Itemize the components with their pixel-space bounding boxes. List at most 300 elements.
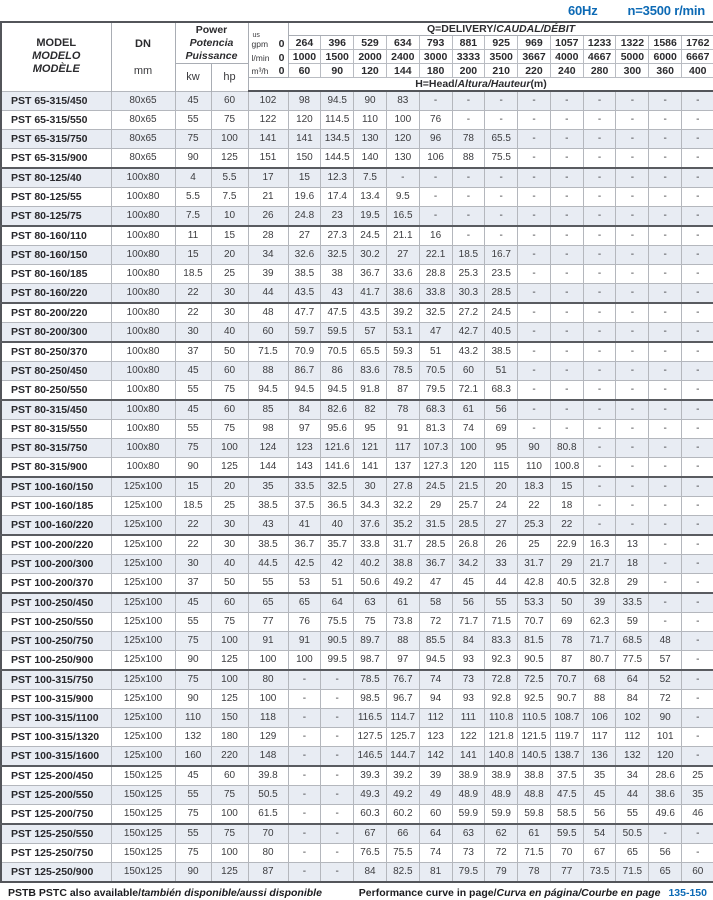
head-value-cell: 49.6 — [649, 805, 682, 825]
head-value-cell: 94.5 — [288, 381, 321, 401]
table-row — [1, 593, 713, 613]
kw-cell: 45 — [175, 91, 211, 111]
head-value-cell: 97 — [386, 651, 419, 671]
table-row — [1, 651, 713, 671]
head-value-cell: 7.5 — [354, 168, 387, 188]
flow-gpm-1: 396 — [321, 36, 354, 50]
head-value-cell: 76.7 — [386, 670, 419, 690]
footer-left-en: PSTB PSTC also available/ — [8, 887, 142, 899]
head-value-cell: 47 — [419, 574, 452, 594]
head-value-cell: - — [550, 323, 583, 343]
head-value-cell: 35 — [583, 766, 616, 786]
head-value-cell: - — [583, 400, 616, 420]
hp-cell: 100 — [211, 439, 248, 458]
head-value-cell: 57 — [354, 323, 387, 343]
kw-cell: 45 — [175, 593, 211, 613]
head-value-cell: - — [616, 362, 649, 381]
head-title — [248, 78, 713, 92]
kw-cell: 110 — [175, 709, 211, 728]
head-value-cell: 111 — [452, 709, 485, 728]
head-value-cell: 38.5 — [248, 497, 288, 516]
head-value-cell: - — [649, 323, 682, 343]
table-row — [1, 226, 713, 246]
table-row — [1, 284, 713, 304]
head-value-cell: - — [583, 497, 616, 516]
head-value-cell: 59.9 — [452, 805, 485, 825]
q-title-en: Q=DELIVERY/ — [426, 23, 497, 35]
head-value-cell: - — [288, 786, 321, 805]
head-value-cell: - — [682, 149, 713, 169]
kw-cell: 55 — [175, 420, 211, 439]
hp-cell: 40 — [211, 555, 248, 574]
head-value-cell: 72 — [419, 613, 452, 632]
table-row — [1, 690, 713, 709]
unit-lmin-cell — [248, 50, 288, 64]
head-value-cell: 54 — [583, 824, 616, 844]
model-cell: PST 80-250/370 — [1, 342, 111, 362]
head-value-cell: - — [682, 91, 713, 111]
kw-cell: 132 — [175, 728, 211, 747]
head-value-cell: - — [419, 168, 452, 188]
kw-cell: 30 — [175, 555, 211, 574]
head-value-cell: 62 — [485, 824, 518, 844]
model-label-fr: MODÈLE — [32, 63, 80, 76]
table-row — [1, 342, 713, 362]
head-value-cell: 106 — [419, 149, 452, 169]
table-row — [1, 863, 713, 883]
flow-lmin-4: 3000 — [419, 50, 452, 64]
head-value-cell: - — [616, 420, 649, 439]
head-value-cell: - — [321, 690, 354, 709]
head-value-cell: - — [583, 362, 616, 381]
head-value-cell: - — [616, 400, 649, 420]
q-delivery-title — [288, 22, 713, 36]
head-value-cell: 127.5 — [354, 728, 387, 747]
head-value-cell: 77.5 — [616, 651, 649, 671]
head-value-cell: - — [583, 516, 616, 536]
head-value-cell: 52 — [649, 670, 682, 690]
head-value-cell: - — [649, 420, 682, 439]
table-row — [1, 265, 713, 284]
dn-cell: 125x100 — [111, 613, 175, 632]
head-value-cell: 56 — [649, 844, 682, 863]
footer-availability-note — [8, 887, 322, 899]
head-value-cell: 82.5 — [386, 863, 419, 883]
head-value-cell: 72 — [649, 690, 682, 709]
hp-cell: 60 — [211, 593, 248, 613]
head-value-cell: 123 — [288, 439, 321, 458]
head-value-cell: 40 — [321, 516, 354, 536]
head-value-cell: 91 — [248, 632, 288, 651]
head-value-cell: - — [682, 400, 713, 420]
head-value-cell: 55 — [248, 574, 288, 594]
head-value-cell: 132 — [616, 747, 649, 767]
model-cell: PST 100-315/1600 — [1, 747, 111, 767]
hp-cell: 10 — [211, 207, 248, 227]
flow-m3h-1: 90 — [321, 64, 354, 78]
head-value-cell: 60 — [248, 323, 288, 343]
power-label-es: Potencia — [189, 36, 234, 49]
head-value-cell: 72.1 — [452, 381, 485, 401]
dn-cell: 80x65 — [111, 130, 175, 149]
head-value-cell: 38.9 — [452, 766, 485, 786]
table-row — [1, 420, 713, 439]
dn-cell: 125x100 — [111, 555, 175, 574]
kw-cell: 75 — [175, 670, 211, 690]
head-value-cell: - — [321, 786, 354, 805]
model-cell: PST 100-315/1320 — [1, 728, 111, 747]
head-value-cell: 25.3 — [518, 516, 551, 536]
dn-unit-label: mm — [133, 65, 153, 77]
head-value-cell: 55 — [485, 593, 518, 613]
head-value-cell: - — [649, 497, 682, 516]
head-value-cell: 120 — [649, 747, 682, 767]
model-cell: PST 80-315/450 — [1, 400, 111, 420]
head-value-cell: 42 — [321, 555, 354, 574]
head-value-cell: 38 — [321, 265, 354, 284]
flow-gpm-2: 529 — [354, 36, 387, 50]
hp-cell: 100 — [211, 632, 248, 651]
flow-lmin-11: 6000 — [649, 50, 682, 64]
head-value-cell: 75 — [354, 613, 387, 632]
head-value-cell: - — [649, 188, 682, 207]
head-value-cell: 28.5 — [485, 284, 518, 304]
m3h-label: m³/h — [251, 66, 269, 76]
head-value-cell: - — [419, 91, 452, 111]
dn-cell: 125x100 — [111, 632, 175, 651]
head-value-cell: - — [485, 168, 518, 188]
head-value-cell: 96.7 — [386, 690, 419, 709]
head-value-cell: 56 — [583, 805, 616, 825]
head-value-cell: 28 — [248, 226, 288, 246]
kw-cell: 90 — [175, 651, 211, 671]
head-value-cell: 45 — [452, 574, 485, 594]
hp-cell: 5.5 — [211, 168, 248, 188]
head-value-cell: 122 — [452, 728, 485, 747]
kw-cell: 30 — [175, 323, 211, 343]
head-value-cell: - — [682, 728, 713, 747]
head-value-cell: 71.7 — [452, 613, 485, 632]
dn-cell: 100x80 — [111, 439, 175, 458]
head-value-cell: 140.8 — [485, 747, 518, 767]
head-value-cell: - — [583, 207, 616, 227]
head-value-cell: - — [649, 555, 682, 574]
dn-cell: 125x100 — [111, 728, 175, 747]
head-value-cell: 29 — [419, 497, 452, 516]
head-value-cell: 25 — [682, 766, 713, 786]
head-value-cell: 91 — [288, 632, 321, 651]
page-footer — [0, 883, 713, 899]
kw-cell: 90 — [175, 863, 211, 883]
head-value-cell: 86.7 — [288, 362, 321, 381]
head-value-cell: 90 — [518, 439, 551, 458]
kw-cell: 18.5 — [175, 497, 211, 516]
head-value-cell: 30.3 — [452, 284, 485, 304]
head-value-cell: 121.8 — [485, 728, 518, 747]
flow-m3h-5: 200 — [452, 64, 485, 78]
head-value-cell: 53 — [288, 574, 321, 594]
footer-curve-note — [359, 887, 707, 899]
kw-cell: 90 — [175, 458, 211, 478]
hp-cell: 75 — [211, 786, 248, 805]
head-value-cell: 27 — [288, 226, 321, 246]
head-value-cell: 59.5 — [550, 824, 583, 844]
kw-cell: 90 — [175, 149, 211, 169]
head-value-cell: 88 — [452, 149, 485, 169]
head-value-cell: - — [583, 381, 616, 401]
head-value-cell: 28.5 — [452, 516, 485, 536]
flow-lmin-6: 3500 — [485, 50, 518, 64]
head-value-cell: 25.3 — [452, 265, 485, 284]
model-cell: PST 80-250/450 — [1, 362, 111, 381]
head-value-cell: 59.9 — [485, 805, 518, 825]
head-value-cell: 78.5 — [386, 362, 419, 381]
table-row — [1, 516, 713, 536]
flow-lmin-8: 4000 — [550, 50, 583, 64]
head-value-cell: 85.5 — [419, 632, 452, 651]
table-row — [1, 497, 713, 516]
head-value-cell: 93 — [452, 651, 485, 671]
head-value-cell: 56 — [485, 400, 518, 420]
head-value-cell: - — [616, 130, 649, 149]
model-cell: PST 80-250/550 — [1, 381, 111, 401]
head-value-cell: - — [386, 168, 419, 188]
head-value-cell: - — [288, 766, 321, 786]
head-value-cell: 66 — [386, 824, 419, 844]
table-row — [1, 632, 713, 651]
head-value-cell: 74 — [419, 670, 452, 690]
head-value-cell: 59.3 — [386, 342, 419, 362]
head-value-cell: - — [682, 420, 713, 439]
head-value-cell: 35 — [682, 786, 713, 805]
dn-cell: 80x65 — [111, 149, 175, 169]
head-value-cell: - — [616, 265, 649, 284]
head-value-cell: - — [616, 149, 649, 169]
head-value-cell: 13 — [616, 535, 649, 555]
head-value-cell: - — [518, 188, 551, 207]
table-row — [1, 381, 713, 401]
model-cell: PST 80-125/75 — [1, 207, 111, 227]
head-value-cell: 18.5 — [452, 246, 485, 265]
kw-cell: 22 — [175, 535, 211, 555]
head-value-cell: 63 — [452, 824, 485, 844]
head-value-cell: 27 — [485, 516, 518, 536]
head-value-cell: - — [682, 497, 713, 516]
head-value-cell: 116.5 — [354, 709, 387, 728]
head-value-cell: - — [616, 207, 649, 227]
head-value-cell: 47.5 — [321, 303, 354, 323]
head-value-cell: 43.5 — [288, 284, 321, 304]
table-row — [1, 303, 713, 323]
head-value-cell: 39.2 — [386, 766, 419, 786]
head-value-cell: 86 — [321, 362, 354, 381]
flow-m3h-6: 210 — [485, 64, 518, 78]
hp-cell: 60 — [211, 766, 248, 786]
head-value-cell: 60 — [452, 362, 485, 381]
flow-m3h-3: 144 — [386, 64, 419, 78]
head-value-cell: 43.2 — [452, 342, 485, 362]
kw-cell: 22 — [175, 516, 211, 536]
head-value-cell: 16.7 — [485, 246, 518, 265]
lmin-zero: 0 — [278, 51, 285, 64]
head-value-cell: 140.5 — [518, 747, 551, 767]
head-value-cell: - — [682, 670, 713, 690]
model-cell: PST 125-200/450 — [1, 766, 111, 786]
head-value-cell: 83.6 — [354, 362, 387, 381]
table-row — [1, 439, 713, 458]
head-value-cell: 70.5 — [419, 362, 452, 381]
model-cell: PST 80-160/110 — [1, 226, 111, 246]
head-value-cell: - — [583, 477, 616, 497]
head-value-cell: 44 — [248, 284, 288, 304]
head-value-cell: - — [321, 844, 354, 863]
head-value-cell: 44 — [616, 786, 649, 805]
head-value-cell: 48.8 — [518, 786, 551, 805]
model-cell: PST 100-315/900 — [1, 690, 111, 709]
head-value-cell: 43 — [248, 516, 288, 536]
dn-cell: 150x125 — [111, 824, 175, 844]
head-value-cell: 49 — [419, 786, 452, 805]
head-value-cell: 107.3 — [419, 439, 452, 458]
head-value-cell: 72.5 — [518, 670, 551, 690]
head-value-cell: - — [616, 111, 649, 130]
flow-gpm-0: 264 — [288, 36, 321, 50]
head-value-cell: 21 — [248, 188, 288, 207]
head-value-cell: 68.3 — [419, 400, 452, 420]
head-value-cell: 57 — [649, 651, 682, 671]
head-value-cell: 120 — [288, 111, 321, 130]
head-value-cell: - — [649, 207, 682, 227]
head-value-cell: - — [682, 632, 713, 651]
head-value-cell: 144 — [248, 458, 288, 478]
head-value-cell: - — [583, 342, 616, 362]
footer-left-es-fr: también disponible/aussi disponible — [141, 887, 322, 899]
head-value-cell: - — [682, 613, 713, 632]
head-value-cell: - — [583, 265, 616, 284]
head-value-cell: - — [616, 188, 649, 207]
head-value-cell: 27 — [386, 246, 419, 265]
flow-m3h-0: 60 — [288, 64, 321, 78]
head-value-cell: 106 — [583, 709, 616, 728]
head-value-cell: - — [616, 246, 649, 265]
head-value-cell: 90.7 — [550, 690, 583, 709]
head-value-cell: 80 — [248, 670, 288, 690]
head-value-cell: 73 — [452, 670, 485, 690]
table-row — [1, 130, 713, 149]
head-value-cell: 112 — [419, 709, 452, 728]
head-value-cell: 42.8 — [518, 574, 551, 594]
head-value-cell: 100 — [288, 651, 321, 671]
head-value-cell: - — [518, 246, 551, 265]
flow-gpm-11: 1586 — [649, 36, 682, 50]
table-row — [1, 91, 713, 111]
model-cell: PST 100-160/220 — [1, 516, 111, 536]
model-cell: PST 125-250/900 — [1, 863, 111, 883]
head-value-cell: - — [682, 207, 713, 227]
head-value-cell: - — [682, 690, 713, 709]
table-row — [1, 149, 713, 169]
flow-lmin-12: 6667 — [682, 50, 713, 64]
head-value-cell: 90 — [649, 709, 682, 728]
model-cell: PST 80-125/55 — [1, 188, 111, 207]
head-value-cell: - — [452, 207, 485, 227]
head-value-cell: - — [583, 91, 616, 111]
dn-cell: 125x100 — [111, 651, 175, 671]
flow-m3h-10: 300 — [616, 64, 649, 78]
head-value-cell: 38.6 — [649, 786, 682, 805]
head-value-cell: 49.3 — [354, 786, 387, 805]
head-value-cell: - — [649, 362, 682, 381]
head-value-cell: 78.5 — [354, 670, 387, 690]
head-value-cell: 84 — [354, 863, 387, 883]
table-row — [1, 188, 713, 207]
model-cell: PST 80-160/220 — [1, 284, 111, 304]
head-value-cell: 110.8 — [485, 709, 518, 728]
head-value-cell: 60 — [682, 863, 713, 883]
kw-cell: 37 — [175, 342, 211, 362]
head-value-cell: 95 — [354, 420, 387, 439]
head-value-cell: - — [485, 226, 518, 246]
head-value-cell: 32.5 — [321, 477, 354, 497]
head-value-cell: - — [321, 805, 354, 825]
hp-cell: 125 — [211, 651, 248, 671]
kw-column-header: kw — [175, 64, 211, 92]
flow-m3h-8: 240 — [550, 64, 583, 78]
lmin-label: l/min — [251, 52, 270, 63]
head-value-cell: 100.8 — [550, 458, 583, 478]
head-value-cell: 64 — [616, 670, 649, 690]
head-value-cell: 22.9 — [550, 535, 583, 555]
flow-m3h-7: 220 — [518, 64, 551, 78]
head-value-cell: 29 — [550, 555, 583, 574]
head-value-cell: 119.7 — [550, 728, 583, 747]
h-title-en: H=Head/ — [415, 78, 458, 90]
head-value-cell: 98.7 — [354, 651, 387, 671]
dn-cell: 100x80 — [111, 284, 175, 304]
dn-cell: 150x125 — [111, 844, 175, 863]
model-cell: PST 100-250/900 — [1, 651, 111, 671]
head-value-cell: 43.5 — [354, 303, 387, 323]
head-value-cell: - — [682, 844, 713, 863]
table-row — [1, 766, 713, 786]
head-value-cell: 65 — [288, 593, 321, 613]
head-value-cell: 90.5 — [321, 632, 354, 651]
table-row — [1, 207, 713, 227]
head-value-cell: 68.5 — [616, 632, 649, 651]
hp-cell: 75 — [211, 381, 248, 401]
head-value-cell: - — [485, 188, 518, 207]
head-value-cell: 25.7 — [452, 497, 485, 516]
m3h-zero: 0 — [278, 65, 285, 77]
head-value-cell: 112 — [616, 728, 649, 747]
model-label-en: MODEL — [36, 37, 77, 50]
head-value-cell: - — [583, 246, 616, 265]
footer-right-es-fr: Curva en página/Courbe en page — [496, 887, 661, 899]
table-row — [1, 709, 713, 728]
head-value-cell: 118 — [248, 709, 288, 728]
head-value-cell: - — [649, 342, 682, 362]
head-value-cell: 110 — [354, 111, 387, 130]
head-value-cell: - — [583, 130, 616, 149]
table-header — [1, 22, 713, 91]
model-cell: PST 100-250/550 — [1, 613, 111, 632]
head-value-cell: - — [616, 303, 649, 323]
head-value-cell: - — [321, 824, 354, 844]
head-value-cell: 45 — [583, 786, 616, 805]
hp-cell: 75 — [211, 111, 248, 130]
head-value-cell: 121.5 — [518, 728, 551, 747]
head-value-cell: 23 — [321, 207, 354, 227]
